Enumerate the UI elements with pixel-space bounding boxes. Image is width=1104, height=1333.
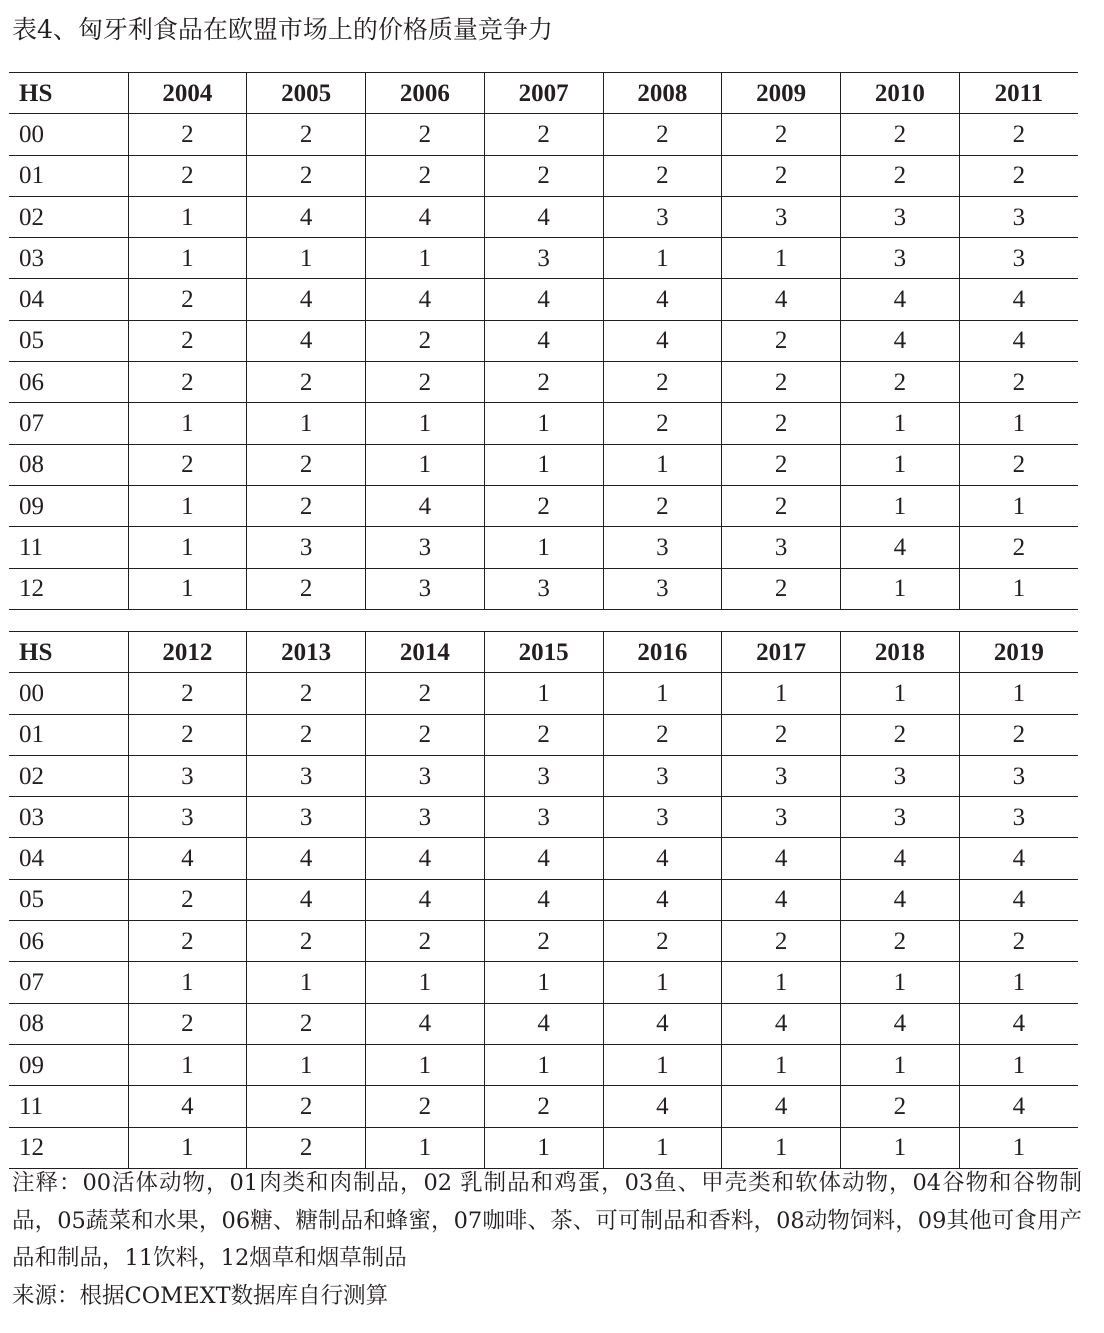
table-row — [9, 568, 1078, 609]
score-cell: 2 — [484, 114, 603, 155]
score-cell: 2 — [722, 155, 841, 196]
score-cell: 3 — [247, 797, 366, 838]
score-cell: 2 — [722, 362, 841, 403]
table-notes: 注释：00活体动物，01肉类和肉制品，02 乳制品和鸡蛋，03鱼、甲壳类和软体动物，04谷物和谷物制品，05蔬菜和水果，06糖、糖制品和蜂蜜，07咖啡、茶、可可制品和香料，08动物饲料，09其他可食用产品和制品，11饮料，12烟草和烟草制品 — [12, 1170, 1082, 1271]
table-row — [9, 196, 1078, 237]
hs-code-cell: 07 — [9, 962, 128, 1003]
score-cell: 4 — [484, 879, 603, 920]
score-cell: 1 — [128, 403, 247, 444]
score-cell: 2 — [247, 444, 366, 485]
score-cell: 2 — [366, 1086, 485, 1127]
score-cell: 4 — [959, 1003, 1078, 1044]
hs-code-cell: 05 — [9, 320, 128, 361]
score-cell: 1 — [722, 1044, 841, 1085]
table-row — [9, 921, 1078, 962]
score-cell: 1 — [841, 444, 960, 485]
score-cell: 2 — [484, 921, 603, 962]
score-cell: 2 — [484, 1086, 603, 1127]
score-cell: 4 — [603, 1086, 722, 1127]
score-cell: 2 — [841, 714, 960, 755]
table-caption: 表4、匈牙利食品在欧盟市场上的价格质量竞争力 — [12, 15, 553, 44]
score-cell: 4 — [722, 279, 841, 320]
year-column-header: 2017 — [722, 632, 841, 673]
score-cell: 2 — [959, 714, 1078, 755]
table-row — [9, 879, 1078, 920]
score-cell: 1 — [128, 962, 247, 1003]
score-cell: 4 — [366, 879, 485, 920]
hs-code-cell: 03 — [9, 797, 128, 838]
score-cell: 4 — [366, 279, 485, 320]
table-row — [9, 527, 1078, 568]
table-row — [9, 114, 1078, 155]
table-header-row — [9, 632, 1078, 673]
score-cell: 3 — [247, 755, 366, 796]
table-row — [9, 238, 1078, 279]
hs-code-cell: 12 — [9, 568, 128, 609]
table-row — [9, 320, 1078, 361]
score-cell: 3 — [484, 238, 603, 279]
score-cell: 1 — [366, 1044, 485, 1085]
score-cell: 4 — [841, 279, 960, 320]
hs-code-cell: 02 — [9, 196, 128, 237]
score-cell: 1 — [366, 962, 485, 1003]
score-cell: 1 — [128, 238, 247, 279]
table-row — [9, 755, 1078, 796]
score-cell: 2 — [128, 155, 247, 196]
score-cell: 2 — [128, 444, 247, 485]
table-row — [9, 838, 1078, 879]
hs-code-cell: 08 — [9, 1003, 128, 1044]
data-source: 来源：根据COMEXT数据库自行测算 — [12, 1283, 389, 1309]
score-cell: 3 — [841, 755, 960, 796]
score-cell: 1 — [247, 238, 366, 279]
table-row — [9, 155, 1078, 196]
score-cell: 4 — [247, 196, 366, 237]
score-cell: 3 — [603, 527, 722, 568]
score-cell: 4 — [484, 838, 603, 879]
score-cell: 3 — [128, 755, 247, 796]
table-row — [9, 403, 1078, 444]
score-cell: 3 — [603, 797, 722, 838]
score-cell: 4 — [484, 196, 603, 237]
score-cell: 4 — [959, 320, 1078, 361]
score-cell: 2 — [722, 568, 841, 609]
table-row — [9, 797, 1078, 838]
score-cell: 4 — [366, 196, 485, 237]
table-row — [9, 279, 1078, 320]
hs-code-cell: 07 — [9, 403, 128, 444]
table-row — [9, 444, 1078, 485]
score-cell: 4 — [366, 838, 485, 879]
score-cell: 2 — [128, 1003, 247, 1044]
score-cell: 4 — [841, 527, 960, 568]
score-cell: 4 — [366, 1003, 485, 1044]
score-cell: 4 — [841, 879, 960, 920]
price-quality-table-2004-2011 — [9, 72, 1078, 610]
score-cell: 3 — [603, 755, 722, 796]
score-cell: 2 — [603, 714, 722, 755]
score-cell: 2 — [128, 673, 247, 714]
score-cell: 2 — [603, 403, 722, 444]
score-cell: 3 — [722, 797, 841, 838]
score-cell: 2 — [484, 362, 603, 403]
score-cell: 2 — [247, 1086, 366, 1127]
hs-code-cell: 09 — [9, 1044, 128, 1085]
score-cell: 2 — [366, 155, 485, 196]
score-cell: 2 — [722, 444, 841, 485]
score-cell: 4 — [247, 279, 366, 320]
hs-code-cell: 02 — [9, 755, 128, 796]
score-cell: 4 — [959, 879, 1078, 920]
score-cell: 1 — [603, 1044, 722, 1085]
table-row — [9, 714, 1078, 755]
score-cell: 2 — [247, 114, 366, 155]
score-cell: 3 — [366, 568, 485, 609]
score-cell: 4 — [722, 879, 841, 920]
year-column-header: 2007 — [484, 73, 603, 114]
score-cell: 3 — [722, 196, 841, 237]
year-column-header: 2009 — [722, 73, 841, 114]
score-cell: 2 — [247, 362, 366, 403]
score-cell: 2 — [366, 673, 485, 714]
score-cell: 4 — [722, 838, 841, 879]
score-cell: 1 — [484, 444, 603, 485]
hs-code-cell: 04 — [9, 838, 128, 879]
score-cell: 3 — [959, 797, 1078, 838]
score-cell: 1 — [959, 1044, 1078, 1085]
table-row — [9, 962, 1078, 1003]
score-cell: 1 — [722, 962, 841, 1003]
score-cell: 1 — [603, 673, 722, 714]
score-cell: 2 — [128, 114, 247, 155]
year-column-header: 2010 — [841, 73, 960, 114]
hs-column-header: HS — [9, 73, 128, 114]
score-cell: 4 — [722, 1086, 841, 1127]
score-cell: 4 — [841, 320, 960, 361]
year-column-header: 2011 — [959, 73, 1078, 114]
score-cell: 1 — [247, 403, 366, 444]
score-cell: 2 — [484, 485, 603, 526]
score-cell: 2 — [841, 921, 960, 962]
hs-code-cell: 04 — [9, 279, 128, 320]
score-cell: 2 — [841, 155, 960, 196]
score-cell: 1 — [484, 1127, 603, 1168]
score-cell: 4 — [603, 879, 722, 920]
score-cell: 1 — [841, 485, 960, 526]
score-cell: 1 — [128, 485, 247, 526]
score-cell: 4 — [841, 838, 960, 879]
score-cell: 1 — [603, 1127, 722, 1168]
score-cell: 2 — [959, 114, 1078, 155]
score-cell: 1 — [484, 962, 603, 1003]
score-cell: 4 — [247, 320, 366, 361]
score-cell: 2 — [128, 320, 247, 361]
score-cell: 3 — [366, 797, 485, 838]
year-column-header: 2014 — [366, 632, 485, 673]
score-cell: 3 — [722, 755, 841, 796]
score-cell: 3 — [722, 527, 841, 568]
table-row — [9, 485, 1078, 526]
score-cell: 2 — [722, 403, 841, 444]
score-cell: 4 — [484, 320, 603, 361]
hs-code-cell: 08 — [9, 444, 128, 485]
score-cell: 2 — [366, 320, 485, 361]
hs-code-cell: 11 — [9, 527, 128, 568]
score-cell: 1 — [841, 673, 960, 714]
score-cell: 3 — [841, 238, 960, 279]
score-cell: 1 — [128, 1127, 247, 1168]
hs-code-cell: 01 — [9, 714, 128, 755]
hs-code-cell: 06 — [9, 362, 128, 403]
score-cell: 4 — [959, 1086, 1078, 1127]
score-cell: 1 — [841, 962, 960, 1003]
year-column-header: 2005 — [247, 73, 366, 114]
score-cell: 3 — [484, 797, 603, 838]
hs-code-cell: 01 — [9, 155, 128, 196]
score-cell: 4 — [603, 838, 722, 879]
score-cell: 1 — [959, 673, 1078, 714]
score-cell: 2 — [128, 279, 247, 320]
score-cell: 2 — [247, 1127, 366, 1168]
score-cell: 4 — [366, 485, 485, 526]
price-quality-table-2012-2019 — [9, 631, 1078, 1169]
score-cell: 3 — [366, 755, 485, 796]
hs-column-header: HS — [9, 632, 128, 673]
score-cell: 1 — [841, 1127, 960, 1168]
score-cell: 2 — [247, 1003, 366, 1044]
score-cell: 1 — [247, 962, 366, 1003]
score-cell: 1 — [484, 1044, 603, 1085]
year-column-header: 2018 — [841, 632, 960, 673]
score-cell: 1 — [603, 238, 722, 279]
score-cell: 3 — [603, 196, 722, 237]
score-cell: 1 — [959, 1127, 1078, 1168]
score-cell: 2 — [484, 155, 603, 196]
score-cell: 2 — [841, 1086, 960, 1127]
score-cell: 1 — [366, 403, 485, 444]
score-cell: 1 — [366, 444, 485, 485]
table-row — [9, 1044, 1078, 1085]
score-cell: 1 — [603, 444, 722, 485]
score-cell: 1 — [959, 485, 1078, 526]
score-cell: 3 — [128, 797, 247, 838]
table-row — [9, 362, 1078, 403]
year-column-header: 2016 — [603, 632, 722, 673]
score-cell: 1 — [841, 403, 960, 444]
score-cell: 4 — [603, 279, 722, 320]
table-header-row — [9, 73, 1078, 114]
score-cell: 2 — [603, 485, 722, 526]
score-cell: 4 — [128, 1086, 247, 1127]
score-cell: 1 — [959, 962, 1078, 1003]
score-cell: 3 — [484, 755, 603, 796]
year-column-header: 2004 — [128, 73, 247, 114]
score-cell: 2 — [722, 485, 841, 526]
score-cell: 4 — [959, 838, 1078, 879]
score-cell: 1 — [722, 238, 841, 279]
score-cell: 2 — [841, 114, 960, 155]
year-column-header: 2015 — [484, 632, 603, 673]
score-cell: 2 — [603, 921, 722, 962]
score-cell: 2 — [247, 921, 366, 962]
score-cell: 2 — [247, 714, 366, 755]
score-cell: 2 — [841, 362, 960, 403]
score-cell: 2 — [247, 485, 366, 526]
score-cell: 2 — [128, 879, 247, 920]
score-cell: 2 — [247, 673, 366, 714]
table-row — [9, 1127, 1078, 1168]
score-cell: 1 — [484, 673, 603, 714]
score-cell: 4 — [841, 1003, 960, 1044]
score-cell: 2 — [959, 921, 1078, 962]
score-cell: 4 — [128, 838, 247, 879]
score-cell: 1 — [959, 403, 1078, 444]
year-column-header: 2006 — [366, 73, 485, 114]
table-row — [9, 673, 1078, 714]
score-cell: 2 — [603, 362, 722, 403]
score-cell: 3 — [841, 196, 960, 237]
score-cell: 1 — [484, 527, 603, 568]
year-column-header: 2019 — [959, 632, 1078, 673]
hs-code-cell: 00 — [9, 114, 128, 155]
score-cell: 2 — [722, 714, 841, 755]
score-cell: 3 — [959, 755, 1078, 796]
score-cell: 4 — [603, 1003, 722, 1044]
score-cell: 4 — [484, 279, 603, 320]
score-cell: 1 — [128, 1044, 247, 1085]
score-cell: 1 — [484, 403, 603, 444]
score-cell: 4 — [603, 320, 722, 361]
score-cell: 1 — [722, 1127, 841, 1168]
score-cell: 4 — [247, 879, 366, 920]
score-cell: 1 — [128, 568, 247, 609]
score-cell: 3 — [841, 797, 960, 838]
score-cell: 2 — [722, 921, 841, 962]
score-cell: 2 — [603, 114, 722, 155]
score-cell: 2 — [603, 155, 722, 196]
score-cell: 3 — [366, 527, 485, 568]
score-cell: 1 — [603, 962, 722, 1003]
score-cell: 4 — [722, 1003, 841, 1044]
score-cell: 1 — [366, 1127, 485, 1168]
score-cell: 1 — [247, 1044, 366, 1085]
score-cell: 3 — [247, 527, 366, 568]
score-cell: 2 — [722, 320, 841, 361]
hs-code-cell: 06 — [9, 921, 128, 962]
score-cell: 2 — [959, 444, 1078, 485]
score-cell: 2 — [128, 362, 247, 403]
score-cell: 2 — [247, 155, 366, 196]
score-cell: 2 — [247, 568, 366, 609]
hs-code-cell: 05 — [9, 879, 128, 920]
year-column-header: 2008 — [603, 73, 722, 114]
score-cell: 3 — [959, 238, 1078, 279]
hs-code-cell: 11 — [9, 1086, 128, 1127]
score-cell: 1 — [841, 1044, 960, 1085]
year-column-header: 2013 — [247, 632, 366, 673]
score-cell: 4 — [247, 838, 366, 879]
score-cell: 2 — [366, 921, 485, 962]
score-cell: 3 — [603, 568, 722, 609]
score-cell: 2 — [366, 362, 485, 403]
score-cell: 2 — [128, 921, 247, 962]
score-cell: 4 — [484, 1003, 603, 1044]
score-cell: 2 — [366, 714, 485, 755]
score-cell: 2 — [959, 362, 1078, 403]
score-cell: 2 — [366, 114, 485, 155]
score-cell: 1 — [841, 568, 960, 609]
score-cell: 3 — [959, 196, 1078, 237]
score-cell: 4 — [959, 279, 1078, 320]
table-row — [9, 1003, 1078, 1044]
score-cell: 2 — [722, 114, 841, 155]
score-cell: 2 — [128, 714, 247, 755]
score-cell: 3 — [484, 568, 603, 609]
score-cell: 1 — [959, 568, 1078, 609]
hs-code-cell: 00 — [9, 673, 128, 714]
score-cell: 1 — [128, 527, 247, 568]
score-cell: 2 — [484, 714, 603, 755]
score-cell: 1 — [722, 673, 841, 714]
score-cell: 1 — [366, 238, 485, 279]
score-cell: 1 — [128, 196, 247, 237]
year-column-header: 2012 — [128, 632, 247, 673]
hs-code-cell: 12 — [9, 1127, 128, 1168]
score-cell: 2 — [959, 155, 1078, 196]
table-row — [9, 1086, 1078, 1127]
score-cell: 2 — [959, 527, 1078, 568]
hs-code-cell: 03 — [9, 238, 128, 279]
hs-code-cell: 09 — [9, 485, 128, 526]
